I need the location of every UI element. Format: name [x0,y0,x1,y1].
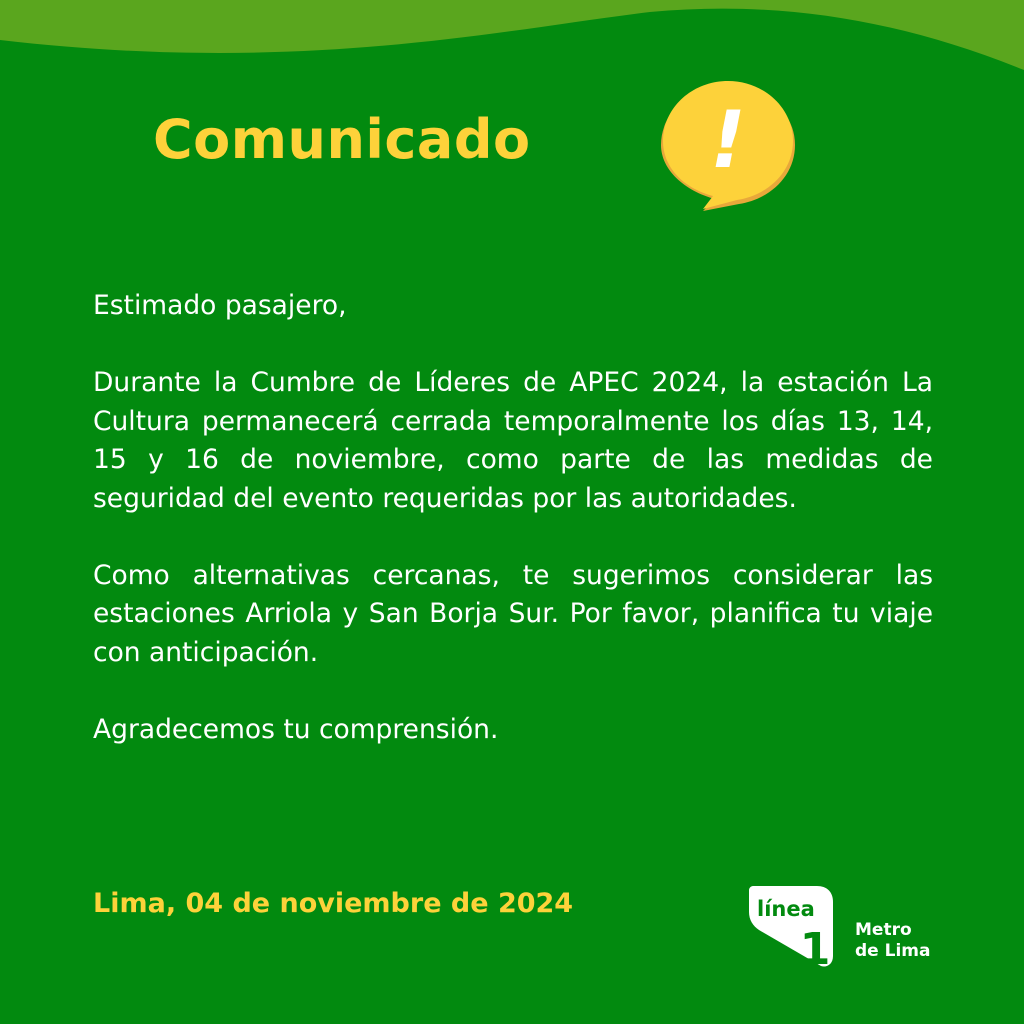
logo-wordmark [855,920,930,962]
paragraph-alternatives: Como alternativas cercanas, te sugerimos considerar las estaciones Arriola y San Borja Sur. Por favor, planifica tu viaje con anticipación. [93,559,933,668]
logo-name-line-1: Metro [855,920,912,940]
greeting: Estimado pasajero, [93,290,347,321]
logo-name-line-2: de Lima [855,941,931,961]
date-line: Lima, 04 de noviembre de 2024 [93,888,574,919]
logo-line-word: línea [757,897,815,921]
page-title: Comunicado [153,108,531,171]
exclamation-speech-bubble-icon [655,75,801,215]
logo-line-number: 1 [799,924,831,972]
paragraph-closure-notice: Durante la Cumbre de Líderes de APEC 2024, la estación La Cultura permanecerá cerrada temporalmente los días 13, 14, 15 y 16 de noviembre, como parte de las medidas de seguridad del evento requeridas por las autoridades. [93,367,933,514]
exclamation-mark: ! [710,96,746,186]
metro-de-lima-logo [747,880,947,972]
linea-1-logo-icon [747,880,839,972]
closing-thanks: Agradecemos tu comprensión. [93,713,499,745]
top-wave-decoration [0,0,1024,90]
message-body [93,287,933,749]
